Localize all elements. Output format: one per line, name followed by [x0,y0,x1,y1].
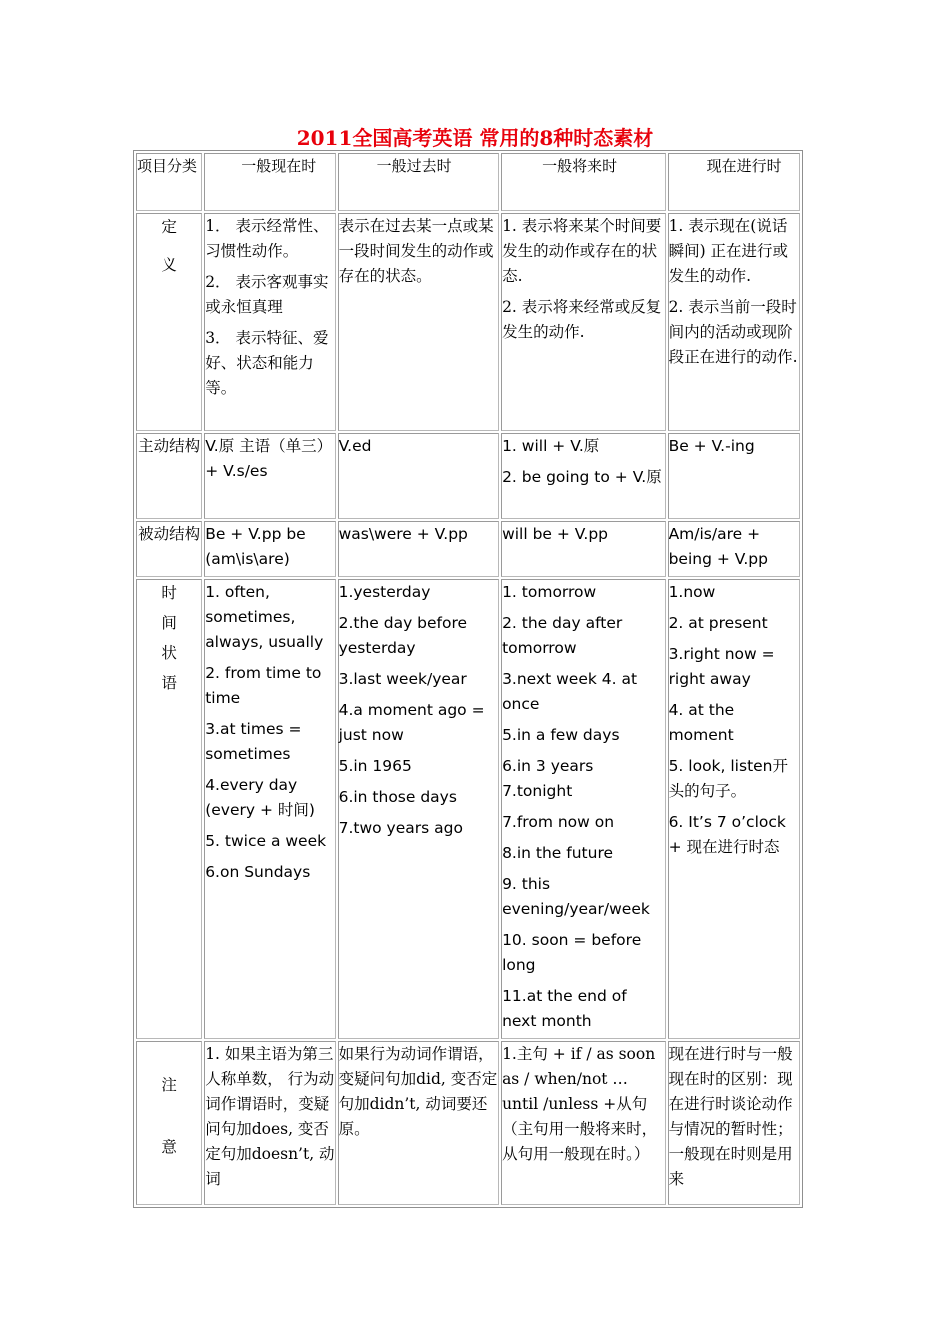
cell-time-past: 1.yesterday 2.the day before yesterday 3.last week/year 4.a moment ago = just now 5.in 1965 6.in those days 7.two years ago [338,579,499,1039]
cell-notes-past: 如果行为动词作谓语，变疑问句加did, 变否定句加didn’t, 动词要还原。 [338,1041,499,1205]
cell-time-continuous: 1.now 2. at present 3.right now = right away 4. at the moment 5. look, listen开头的句子。 6. It’s 7 o’clock + 现在进行时态 [668,579,800,1039]
row-passive-structure [136,521,800,577]
cell-time-future: 1. tomorrow 2. the day after tomorrow 3.next week 4. at once 5.in a few days 6.in 3 years 7.tonight 7.from now on 8.in the future 9. this evening/year/week 10. soon = before long 11.at the end of next month [501,579,666,1039]
row-active-structure [136,433,800,519]
row-label-passive: 被动结构 [136,521,202,577]
cell-passive-past: was\were + V.pp [338,521,499,577]
header-simple-past: 一般过去时 [338,153,499,211]
header-simple-future: 一般将来时 [501,153,666,211]
cell-definition-present: 1． 表示经常性、习惯性动作。 2． 表示客观事实或永恒真理 3． 表示特征、爱好、状态和能力等。 [204,213,335,431]
cell-notes-future: 1.主句 + if / as soon as / when/not … until /unless +从句 （主句用一般将来时，从句用一般现在时。） [501,1041,666,1205]
row-label-notes: 注 意 [136,1041,202,1205]
header-row [136,153,800,211]
header-present-continuous: 现在进行时 [668,153,800,211]
cell-passive-present: Be + V.pp be (am\is\are) [204,521,335,577]
cell-notes-present: 1. 如果主语为第三人称单数， 行为动词作谓语时，变疑问句加does, 变否定句加doesn’t, 动词 [204,1041,335,1205]
header-category: 项目分类 [136,153,202,211]
tense-table [133,150,803,1208]
cell-active-present: V.原 主语（单三）+ V.s/es [204,433,335,519]
row-label-time: 时 间 状 语 [136,579,202,1039]
header-simple-present: 一般现在时 [204,153,335,211]
cell-active-past: V.ed [338,433,499,519]
cell-definition-future: 1. 表示将来某个时间要发生的动作或存在的状态. 2. 表示将来经常或反复发生的动作. [501,213,666,431]
row-label-definition: 定 义 [136,213,202,431]
cell-notes-continuous: 现在进行时与一般现在时的区别：现在进行时谈论动作与情况的暂时性；一般现在时则是用来 [668,1041,800,1205]
cell-active-continuous: Be + V.-ing [668,433,800,519]
row-notes [136,1041,800,1205]
row-time-adverbials [136,579,800,1039]
cell-active-future: 1. will + V.原 2. be going to + V.原 [501,433,666,519]
row-label-active: 主动结构 [136,433,202,519]
cell-time-present: 1. often, sometimes, always, usually 2. from time to time 3.at times = sometimes 4.every day (every + 时间) 5. twice a week 6.on Sundays [204,579,335,1039]
cell-passive-future: will be + V.pp [501,521,666,577]
cell-passive-continuous: Am/is/are + being + V.pp [668,521,800,577]
document-title: 2011全国高考英语 常用的8种时态素材 [296,126,654,150]
cell-definition-continuous: 1. 表示现在(说话瞬间) 正在进行或发生的动作. 2. 表示当前一段时间内的活动或现阶段正在进行的动作. [668,213,800,431]
cell-definition-past: 表示在过去某一点或某一段时间发生的动作或存在的状态。 [338,213,499,431]
row-definition [136,213,800,431]
